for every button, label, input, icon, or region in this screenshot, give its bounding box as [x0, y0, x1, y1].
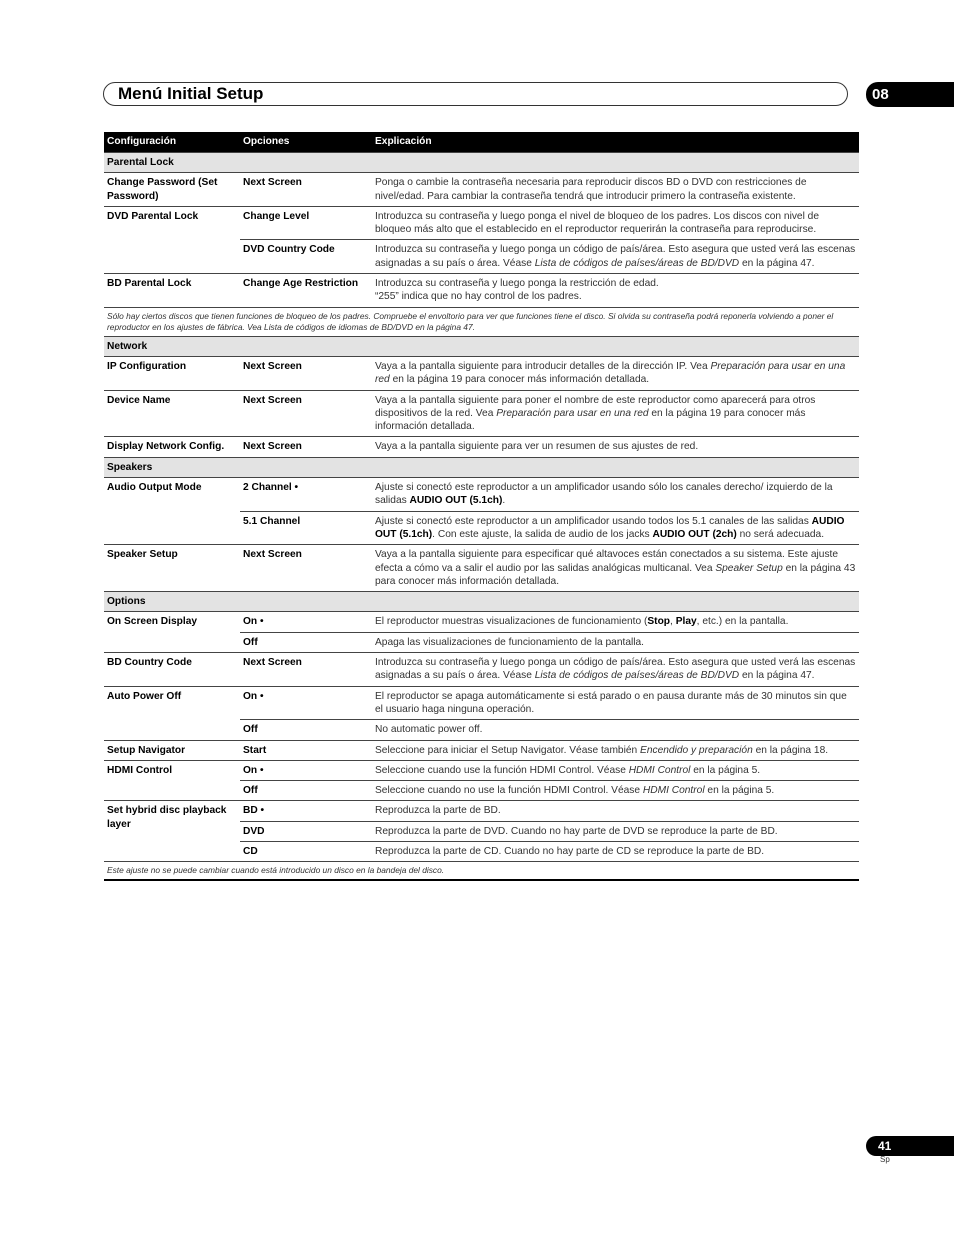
setting-explanation: Ajuste si conectó este reproductor a un amplificador usando todos los 5.1 canales de las salidas AUDIO OUT (5.1ch). Con este ajuste, la salida de audio de los jacks AUDIO OUT (2ch) no será adecuada. [372, 511, 859, 545]
setting-option: On • [240, 612, 372, 632]
setting-name: Auto Power Off [104, 686, 240, 740]
setting-explanation: Apaga las visualizaciones de funcionamiento de la pantalla. [372, 632, 859, 652]
footnote-parental: Sólo hay ciertos discos que tienen funciones de bloqueo de los padres. Compruebe el envoltorio para ver que funciones tiene el disco. Si olvida su contraseña podrá reponerla volviendo a poner el reproductor en los ajustes de fábrica. Vea Lista de códigos de idiomas de BD/DVD en la página 47. [104, 307, 859, 336]
setting-option: Off [240, 781, 372, 801]
page-title: Menú Initial Setup [118, 84, 264, 103]
setting-option: Change Age Restriction [240, 274, 372, 308]
section-header-network: Network [104, 336, 859, 356]
setting-option: 2 Channel • [240, 478, 372, 512]
chapter-badge: 08 [866, 82, 954, 107]
setting-option: DVD [240, 821, 372, 841]
setting-explanation: Ajuste si conectó este reproductor a un amplificador usando sólo los canales derecho/ izquierdo de la salidas AUDIO OUT (5.1ch). [372, 478, 859, 512]
setting-name: BD Parental Lock [104, 274, 240, 308]
setting-name: Display Network Config. [104, 437, 240, 457]
setting-option: Next Screen [240, 437, 372, 457]
setting-explanation: Reproduzca la parte de DVD. Cuando no hay parte de DVD se reproduce la parte de BD. [372, 821, 859, 841]
setting-explanation: Reproduzca la parte de BD. [372, 801, 859, 821]
setting-explanation: Introduzca su contraseña y luego ponga un código de país/área. Esto asegura que usted verá las escenas asignadas a su país o área. Véase Lista de códigos de países/áreas de BD/DVD en la página 47. [372, 653, 859, 687]
table-row [104, 356, 859, 390]
setting-explanation: Introduzca su contraseña y luego ponga la restricción de edad. “255” indica que no hay control de los padres. [372, 274, 859, 308]
column-header: Opciones [240, 132, 372, 153]
setting-option: DVD Country Code [240, 240, 372, 274]
table-row [104, 545, 859, 592]
setting-explanation: Vaya a la pantalla siguiente para ver un resumen de sus ajustes de red. [372, 437, 859, 457]
setting-name: Change Password (Set Password) [104, 173, 240, 207]
setting-option: On • [240, 686, 372, 720]
setting-explanation: Seleccione para iniciar el Setup Navigator. Véase también Encendido y preparación en la página 18. [372, 740, 859, 760]
table-row [104, 173, 859, 207]
setting-name: HDMI Control [104, 760, 240, 801]
note-row [104, 307, 859, 336]
section-row [104, 153, 859, 173]
setting-option: Change Level [240, 206, 372, 240]
setting-option: BD • [240, 801, 372, 821]
page-number: 41 [866, 1136, 954, 1156]
setting-name: Audio Output Mode [104, 478, 240, 545]
setting-explanation: Introduzca su contraseña y luego ponga un código de país/área. Esto asegura que usted verá las escenas asignadas a su país o área. Véase Lista de códigos de países/áreas de BD/DVD en la página 47. [372, 240, 859, 274]
setting-name: On Screen Display [104, 612, 240, 653]
footnote-options: Este ajuste no se puede cambiar cuando está introducido un disco en la bandeja del disco. [104, 862, 859, 881]
setting-explanation: Introduzca su contraseña y luego ponga el nivel de bloqueo de los padres. Los discos con nivel de bloqueo más alto que el establecido en el reproductor requerirán la contraseña para reproducirse. [372, 206, 859, 240]
setting-option: Start [240, 740, 372, 760]
setting-name: BD Country Code [104, 653, 240, 687]
table-row [104, 390, 859, 437]
setting-explanation: Vaya a la pantalla siguiente para introducir detalles de la dirección IP. Vea Preparación para usar en una red en la página 19 para conocer más información detallada. [372, 356, 859, 390]
settings-table [104, 132, 859, 881]
note-row [104, 862, 859, 881]
setting-option: Off [240, 720, 372, 740]
setting-explanation: El reproductor muestras visualizaciones de funcionamiento (Stop, Play, etc.) en la pantalla. [372, 612, 859, 632]
setting-option: Next Screen [240, 356, 372, 390]
section-row [104, 592, 859, 612]
setting-option: Off [240, 632, 372, 652]
setting-option: 5.1 Channel [240, 511, 372, 545]
setting-explanation: Vaya a la pantalla siguiente para poner el nombre de este reproductor como aparecerá para otros dispositivos de la red. Vea Preparación para usar en una red en la página 19 para conocer más información detallada. [372, 390, 859, 437]
section-header-options: Options [104, 592, 859, 612]
language-code: Sp [880, 1155, 890, 1164]
setting-name: Device Name [104, 390, 240, 437]
table-row [104, 612, 859, 632]
table-row [104, 740, 859, 760]
setting-option: Next Screen [240, 173, 372, 207]
table-row [104, 686, 859, 720]
section-header-parental-lock: Parental Lock [104, 153, 859, 173]
table-row [104, 206, 859, 240]
setting-name: Speaker Setup [104, 545, 240, 592]
setting-explanation: El reproductor se apaga automáticamente si está parado o en pausa durante más de 30 minutos sin que el usuario haga ninguna operación. [372, 686, 859, 720]
setting-name: Set hybrid disc playback layer [104, 801, 240, 862]
setting-explanation: Reproduzca la parte de CD. Cuando no hay parte de CD se reproduce la parte de BD. [372, 841, 859, 861]
setting-option: Next Screen [240, 653, 372, 687]
setting-name: Setup Navigator [104, 740, 240, 760]
section-row [104, 457, 859, 477]
table-row [104, 653, 859, 687]
table-header-row [104, 132, 859, 153]
setting-option: On • [240, 760, 372, 780]
section-row [104, 336, 859, 356]
section-title-box [103, 82, 848, 106]
setting-option: CD [240, 841, 372, 861]
table-row [104, 478, 859, 512]
setting-explanation: Vaya a la pantalla siguiente para especificar qué altavoces están conectados a su sistema. Este ajuste efecta a cómo va a salir el audio por las salidas analógicas multicanal. Vea Speaker Setup en la página 43 para conocer más información detallada. [372, 545, 859, 592]
section-header-speakers: Speakers [104, 457, 859, 477]
setting-option: Next Screen [240, 390, 372, 437]
setting-option: Next Screen [240, 545, 372, 592]
table-row [104, 801, 859, 821]
table-row [104, 437, 859, 457]
setting-explanation: Seleccione cuando use la función HDMI Control. Véase HDMI Control en la página 5. [372, 760, 859, 780]
column-header: Explicación [372, 132, 859, 153]
setting-name: DVD Parental Lock [104, 206, 240, 273]
table-row [104, 274, 859, 308]
table-row [104, 760, 859, 780]
setting-name: IP Configuration [104, 356, 240, 390]
setting-explanation: Ponga o cambie la contraseña necesaria para reproducir discos BD o DVD con restricciones de nivel/edad. Para cambiar la contraseña tendrá que introducir primero la contraseña existente. [372, 173, 859, 207]
column-header: Configuración [104, 132, 240, 153]
setting-explanation: Seleccione cuando no use la función HDMI Control. Véase HDMI Control en la página 5. [372, 781, 859, 801]
setting-explanation: No automatic power off. [372, 720, 859, 740]
